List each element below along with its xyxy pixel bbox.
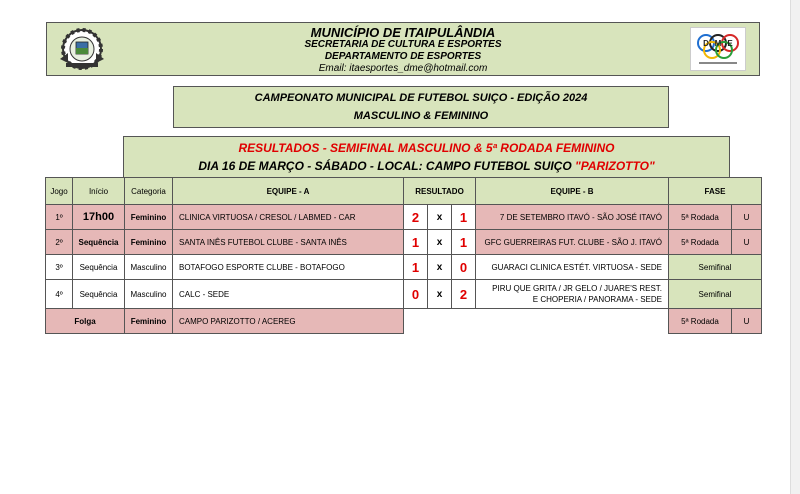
page-scrollbar[interactable] bbox=[790, 0, 800, 494]
folga-group: U bbox=[732, 309, 762, 334]
score-a: 0 bbox=[404, 280, 428, 309]
table-row bbox=[46, 280, 762, 309]
results-banner bbox=[123, 136, 730, 178]
email-text: Email: itaesportes_dme@hotmail.com bbox=[318, 63, 488, 74]
secretaria-title: SECRETARIA DE CULTURA E ESPORTES bbox=[304, 39, 502, 50]
championship-box bbox=[173, 86, 669, 128]
start-time: 17h00 bbox=[73, 205, 125, 230]
phase: Semifinal bbox=[669, 280, 762, 309]
group: U bbox=[732, 230, 762, 255]
empty-cell bbox=[428, 309, 452, 334]
header-equipe-b: EQUIPE - B bbox=[476, 178, 669, 205]
table-row bbox=[46, 205, 762, 230]
table-row bbox=[46, 255, 762, 280]
score-a: 1 bbox=[404, 255, 428, 280]
svg-text:M: M bbox=[714, 39, 722, 48]
game-number: 1º bbox=[46, 205, 73, 230]
score-b: 2 bbox=[452, 280, 476, 309]
municipality-title: MUNICÍPIO DE ITAIPULÂNDIA bbox=[310, 25, 496, 40]
table-header-row bbox=[46, 178, 762, 205]
dme-logo-icon bbox=[690, 27, 746, 71]
team-a: CALC - SEDE bbox=[173, 280, 404, 309]
empty-cell bbox=[404, 309, 428, 334]
header-jogo: Jogo bbox=[46, 178, 73, 205]
start-time: Sequência bbox=[73, 280, 125, 309]
results-table bbox=[45, 177, 762, 334]
folga-row bbox=[46, 309, 762, 334]
table-row bbox=[46, 230, 762, 255]
team-a: BOTAFOGO ESPORTE CLUBE - BOTAFOGO bbox=[173, 255, 404, 280]
score-b: 1 bbox=[452, 205, 476, 230]
category: Feminino bbox=[125, 205, 173, 230]
empty-cell bbox=[476, 309, 669, 334]
score-a: 1 bbox=[404, 230, 428, 255]
score-separator: x bbox=[428, 255, 452, 280]
folga-team: CAMPO PARIZOTTO / ACEREG bbox=[173, 309, 404, 334]
score-a: 2 bbox=[404, 205, 428, 230]
team-b: GFC GUERREIRAS FUT. CLUBE - SÃO J. ITAVÓ bbox=[476, 230, 669, 255]
svg-text:E: E bbox=[727, 39, 733, 48]
championship-subtitle: MASCULINO & FEMININO bbox=[353, 110, 489, 122]
header-equipe-a: EQUIPE - A bbox=[173, 178, 404, 205]
header-fase: FASE bbox=[669, 178, 762, 205]
team-b-line2: E CHOPERIA / PANORAMA - SEDE bbox=[532, 295, 662, 304]
game-number: 4º bbox=[46, 280, 73, 309]
phase: 5ª Rodada bbox=[669, 230, 732, 255]
team-b bbox=[476, 280, 669, 309]
folga-category: Feminino bbox=[125, 309, 173, 334]
match-day-text: DIA 16 DE MARÇO - SÁBADO - LOCAL: CAMPO FUTEBOL SUIÇO bbox=[198, 159, 576, 173]
phase: 5ª Rodada bbox=[669, 205, 732, 230]
header-box bbox=[46, 22, 760, 76]
folga-phase: 5ª Rodada bbox=[669, 309, 732, 334]
phase: Semifinal bbox=[669, 255, 762, 280]
start-time: Sequência bbox=[73, 255, 125, 280]
header-resultado: RESULTADO bbox=[404, 178, 476, 205]
score-separator: x bbox=[428, 280, 452, 309]
score-separator: x bbox=[428, 230, 452, 255]
svg-text:D: D bbox=[703, 39, 709, 48]
game-number: 2º bbox=[46, 230, 73, 255]
team-b-line1: PIRU QUE GRITA / JR GELO / JUARE'S REST. bbox=[492, 284, 662, 293]
score-b: 0 bbox=[452, 255, 476, 280]
venue-name: "PARIZOTTO" bbox=[575, 159, 655, 173]
team-a: SANTA INÊS FUTEBOL CLUBE - SANTA INÊS bbox=[173, 230, 404, 255]
match-day-info bbox=[124, 159, 729, 173]
results-title: RESULTADOS - SEMIFINAL MASCULINO & 5ª RODADA FEMININO bbox=[238, 141, 615, 155]
game-number: 3º bbox=[46, 255, 73, 280]
municipal-seal-icon bbox=[54, 27, 110, 71]
category: Feminino bbox=[125, 230, 173, 255]
team-b: 7 DE SETEMBRO ITAVÓ - SÃO JOSÉ ITAVÓ bbox=[476, 205, 669, 230]
category: Masculino bbox=[125, 255, 173, 280]
category: Masculino bbox=[125, 280, 173, 309]
department-title: DEPARTAMENTO DE ESPORTES bbox=[324, 51, 482, 62]
team-b: GUARACI CLINICA ESTÉT. VIRTUOSA - SEDE bbox=[476, 255, 669, 280]
empty-cell bbox=[452, 309, 476, 334]
header-categoria: Categoria bbox=[125, 178, 173, 205]
folga-label: Folga bbox=[46, 309, 125, 334]
group: U bbox=[732, 205, 762, 230]
championship-title: CAMPEONATO MUNICIPAL DE FUTEBOL SUIÇO - EDIÇÃO 2024 bbox=[254, 92, 588, 104]
start-time: Sequência bbox=[73, 230, 125, 255]
score-b: 1 bbox=[452, 230, 476, 255]
header-inicio: Início bbox=[73, 178, 125, 205]
score-separator: x bbox=[428, 205, 452, 230]
team-a: CLINICA VIRTUOSA / CRESOL / LABMED - CAR bbox=[173, 205, 404, 230]
